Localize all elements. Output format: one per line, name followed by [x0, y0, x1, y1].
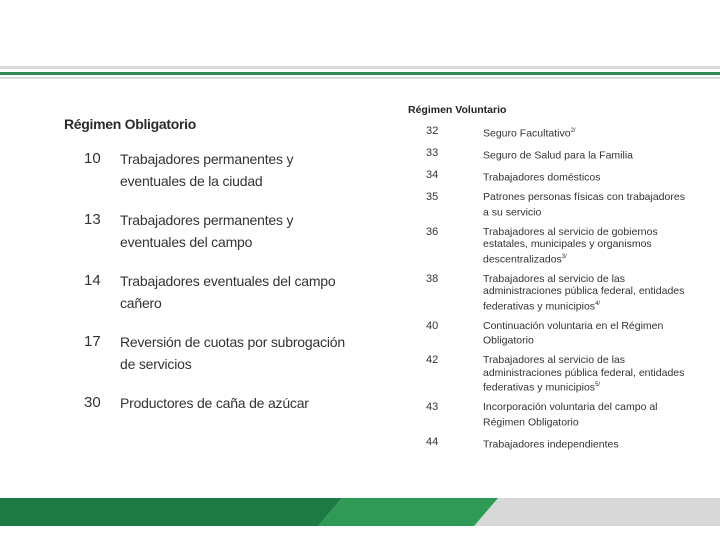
item-text: Trabajadores permanentes y eventuales de la ciudad: [120, 151, 294, 189]
item-text: Trabajadores al servicio de las administraciones pública federal, entidades federativas y municipios$^{4/}$: [483, 272, 685, 312]
item-number: 43: [426, 401, 439, 413]
item-number: 14: [84, 272, 101, 289]
list-item: [64, 392, 364, 414]
item-number: 32: [426, 125, 439, 137]
footnote-marker: 3/: [561, 253, 567, 260]
footer-stripes: [0, 498, 720, 526]
item-number: 42: [426, 354, 439, 366]
item-text: Incorporación voluntaria del campo al Régimen Obligatorio: [483, 401, 658, 428]
item-number: 35: [426, 191, 439, 203]
list-item: [64, 331, 364, 375]
item-text: Trabajadores al servicio de gobiernos estatales, municipales y organismos descentralizados$^{3/}$: [483, 225, 658, 265]
footer-green-stripe: [0, 498, 342, 526]
regimen-voluntario-section: [408, 104, 698, 458]
list-item: [64, 209, 364, 253]
item-number: 30: [84, 394, 101, 411]
footnote-marker: 5/: [595, 382, 601, 388]
list-item: [408, 320, 698, 348]
list-item: [64, 148, 364, 192]
list-item: [408, 191, 698, 219]
list-item: [408, 436, 698, 451]
footnote-marker: 4/: [595, 300, 601, 307]
list-item: [408, 401, 698, 429]
item-text: Patrones personas físicas con trabajadores a su servicio: [483, 191, 685, 218]
footer-light-green-stripe: [318, 498, 498, 526]
item-text: Continuación voluntaria en el Régimen Obligatorio: [483, 319, 664, 347]
item-text: Seguro de Salud para la Familia: [483, 149, 634, 162]
item-number: 10: [84, 150, 101, 167]
divider: [0, 72, 720, 75]
item-text: Trabajadores permanentes y eventuales del campo: [120, 212, 294, 250]
item-text: Trabajadores al servicio de las administraciones pública federal, entidades federativas y municipios$^{5/}$: [483, 354, 685, 394]
list-item: [408, 273, 698, 313]
item-text: Seguro Facultativo$^{2/}$: [483, 127, 576, 140]
list-item: [408, 125, 698, 140]
section-title: Régimen Voluntario: [408, 104, 507, 116]
list-item: [408, 169, 698, 184]
section-title: Régimen Obligatorio: [64, 116, 196, 132]
item-number: 44: [426, 435, 439, 448]
item-number: 17: [84, 333, 101, 350]
item-text: Reversión de cuotas por subrogación de servicios: [120, 334, 345, 372]
item-text: Trabajadores domésticos: [483, 171, 601, 184]
list-item: [64, 270, 364, 314]
item-number: 40: [426, 319, 439, 332]
item-number: 13: [84, 211, 101, 228]
item-number: 34: [426, 169, 439, 181]
list-item: [408, 354, 698, 394]
divider: [0, 77, 720, 79]
item-number: 38: [426, 272, 439, 285]
item-text: Trabajadores eventuales del campo cañero: [120, 273, 336, 311]
item-number: 33: [426, 147, 439, 159]
item-text: Trabajadores independientes: [483, 438, 619, 450]
item-text: Productores de caña de azúcar: [120, 395, 309, 411]
footnote-marker: 2/: [570, 128, 576, 134]
divider: [0, 66, 720, 69]
list-item: [408, 226, 698, 266]
list-item: [408, 147, 698, 162]
item-number: 36: [426, 225, 439, 238]
regimen-obligatorio-section: [64, 116, 364, 431]
footer-band: [0, 498, 720, 526]
header-decoration: [0, 66, 720, 82]
